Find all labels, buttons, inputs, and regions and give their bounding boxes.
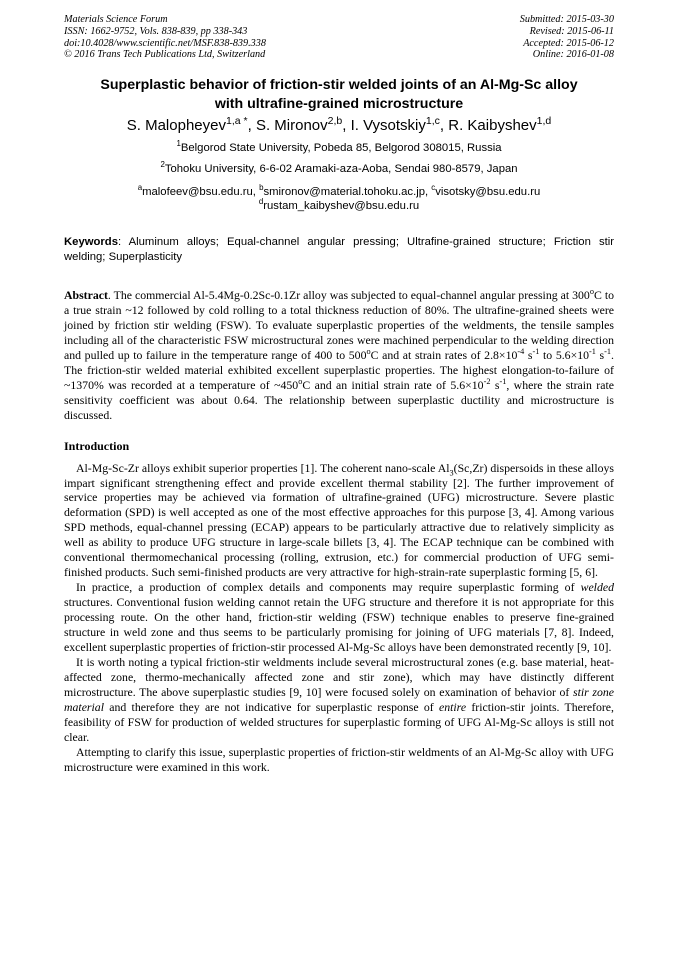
superscript: -1 xyxy=(499,376,507,386)
abstract-text: . The commercial Al-5.4Mg-0.2Sc-0.1Zr alloy was subjected to equal-channel angular pressing at 300 xyxy=(107,288,590,302)
intro-paragraph-1 xyxy=(64,461,614,581)
author-name: I. Vysotskiy xyxy=(350,117,426,134)
email-c: visotsky@bsu.edu.ru xyxy=(435,186,541,198)
abstract-label: Abstract xyxy=(64,288,108,302)
affiliation-2 xyxy=(64,162,614,176)
paragraph-text: Al-Mg-Sc-Zr alloys exhibit superior properties [1]. The coherent nano-scale Al xyxy=(76,460,450,475)
superscript: -1 xyxy=(604,346,612,356)
submission-dates xyxy=(520,14,614,61)
journal-header xyxy=(64,14,614,62)
email-marker: d xyxy=(258,197,264,207)
affiliation-marker: 2 xyxy=(160,160,165,170)
title-line-1: Superplastic behavior of friction-stir welded joints of an Al-Mg-Sc alloy xyxy=(100,77,578,93)
online-date: Online: 2016-01-08 xyxy=(532,49,614,61)
email-a: malofeev@bsu.edu.ru, xyxy=(142,186,260,198)
paragraph-text: It is worth noting a typical friction-stir weldments include several microstructural zones (e.g. base material, heat-affected zone, thermo-mechanically affected zone and stir zone), which may have distinctly different microstructure. The above superplastic studies [9, 10] were focused solely on examination of behavior of xyxy=(64,654,614,699)
doi-line: doi:10.4028/www.scientific.net/MSF.838-839.338 xyxy=(64,37,266,49)
email-line-2 xyxy=(64,199,614,213)
abstract-text: C to a true strain ~12 followed by cold rolling to a total thickness reduction of 80%. The ultrafine-grained sheets were joined by friction stir welding (FSW). To evaluate superplastic properties of the weldments, the tensile samples including all of the characteristic FSW microstructural zones were machined perpendicular to the welding direction and pulled up to failure in the temperature range of 400 to 500 xyxy=(64,288,614,362)
author-list xyxy=(64,116,614,136)
author-separator: , xyxy=(342,117,351,134)
email-marker: b xyxy=(259,183,264,193)
keywords-text: : Aluminum alloys; Equal-channel angular pressing; Ultrafine-grained structure; Friction stir welding; Superplasticity xyxy=(64,236,614,263)
paragraph-text: and therefore they are not indicative for superplastic response of xyxy=(103,699,439,714)
abstract-text: C and an initial strain rate of 5.6×10 xyxy=(302,377,484,392)
affiliation-text: Tohoku University, 6-6-02 Aramaki-aza-Aoba, Sendai 980-8579, Japan xyxy=(164,163,518,175)
abstract-text: . The friction-stir welded material exhibited excellent superplastic properties. The highest elongation-to-failure of ~1370% was recorded at a temperature of ~450 xyxy=(64,347,614,392)
title-line-2: with ultrafine-grained microstructure xyxy=(214,96,464,112)
author-marker: 1,a * xyxy=(225,115,248,127)
superscript: o xyxy=(589,287,594,297)
paragraph-text: (Sc,Zr) dispersoids in these alloys impart significant strengthening effect and provide excellent thermal stability [2]. The further improvement of service properties may be achieved via formation of ultrafine-grained (UFG) microstructure. Severe plastic deformation (SPD) is well accepted as one of the most effective approaches for this purpose [3, 4]. Among various SPD methods, equal-channel pressing (ECAP) appears to be particularly attractive due to relatively simplicity as well as ability to produce UFG structure in large-scale billets [3, 4]. The ECAP technique can be combined with conventional thermomechanical processing (rolling, extrusion, etc.) for commercial production of UFG semi-finished products. Such semi-finished products are very attractive for high-strain-rate superplastic forming [5, 6]. xyxy=(64,460,614,580)
author-name: R. Kaibyshev xyxy=(448,117,537,134)
accepted-date: Accepted: 2015-06-12 xyxy=(523,37,614,49)
affiliation-marker: 1 xyxy=(176,139,181,149)
paper-title xyxy=(64,76,614,114)
journal-info xyxy=(64,14,266,61)
submitted-date: Submitted: 2015-03-30 xyxy=(519,14,614,25)
paragraph-text: In practice, a production of complex details and components may require superplastic forming of xyxy=(76,580,581,595)
paragraph-text: structures. Conventional fusion welding cannot retain the UFG structure and therefore it is not appropriate for this processing route. On the other hand, friction-stir welding (FSW) technique enables to preserve fine-grained structure in weld zone and thus seems to be particularly promising for joining of UFG materials [7, 8]. Indeed, excellent superplastic properties of friction-stir processed Al-Mg-Sc alloys have been demonstrated recently [9, 10]. xyxy=(64,595,614,655)
subscript: 3 xyxy=(449,467,454,477)
superscript: o xyxy=(298,376,303,386)
email-marker: c xyxy=(431,183,436,193)
keywords xyxy=(64,235,614,265)
author-marker: 1,d xyxy=(536,115,552,127)
superscript: o xyxy=(366,346,371,356)
abstract-text: s xyxy=(524,347,533,362)
author-separator: , xyxy=(247,117,256,134)
section-title-introduction: Introduction xyxy=(64,438,130,453)
issn-line: ISSN: 1662-9752, Vols. 838-839, pp 338-343 xyxy=(64,25,248,37)
journal-name: Materials Science Forum xyxy=(64,14,168,25)
paragraph-text: friction-stir joints. Therefore, feasibility of FSW for production of welded structures for superplastic forming of UFG Al-Mg-Sc alloys is still not clear. xyxy=(64,699,614,744)
email-d: rustam_kaibyshev@bsu.edu.ru xyxy=(263,200,420,212)
author-separator: , xyxy=(439,117,449,134)
author-marker: 2,b xyxy=(327,115,343,127)
email-marker: a xyxy=(137,183,143,193)
superscript: -1 xyxy=(589,346,596,356)
abstract-text: s xyxy=(490,377,500,392)
abstract-text: C and at strain rates of 2.8×10 xyxy=(370,347,518,362)
superscript: -1 xyxy=(532,346,540,356)
abstract-text: s xyxy=(595,347,605,362)
email-b: smironov@material.tohoku.ac.jp, xyxy=(263,186,432,198)
emphasis-text: welded xyxy=(580,580,614,595)
keywords-label: Keywords xyxy=(64,236,118,248)
emphasis-text: stir zone material xyxy=(64,684,614,714)
author-name: S. Malopheyev xyxy=(126,117,226,134)
affiliation-1 xyxy=(64,141,614,155)
paper-page xyxy=(64,14,614,775)
intro-paragraph-3 xyxy=(64,655,614,745)
author-name: S. Mironov xyxy=(255,117,328,134)
affiliation-text: Belgorod State University, Pobeda 85, Belgorod 308015, Russia xyxy=(180,142,502,154)
abstract-text: to 5.6×10 xyxy=(539,347,590,362)
intro-paragraph-2 xyxy=(64,580,614,655)
superscript: -4 xyxy=(517,346,525,356)
copyright-line: © 2016 Trans Tech Publications Ltd, Switzerland xyxy=(64,49,266,61)
abstract-text: , where the strain rate sensitivity coefficient was about 0.64. The relationship between superplastic ductility and microstructure is discussed. xyxy=(64,377,614,422)
email-line-1 xyxy=(64,185,614,199)
abstract xyxy=(64,288,614,423)
intro-paragraph-4: Attempting to clarify this issue, superplastic properties of friction-stir weldments of an Al-Mg-Sc alloy with UFG microstructure were examined in this work. xyxy=(64,744,614,774)
emphasis-text: entire xyxy=(438,699,467,714)
revised-date: Revised: 2015-06-11 xyxy=(529,25,614,37)
author-marker: 1,c xyxy=(425,115,440,127)
superscript: -2 xyxy=(483,376,491,386)
author-emails xyxy=(64,185,614,213)
